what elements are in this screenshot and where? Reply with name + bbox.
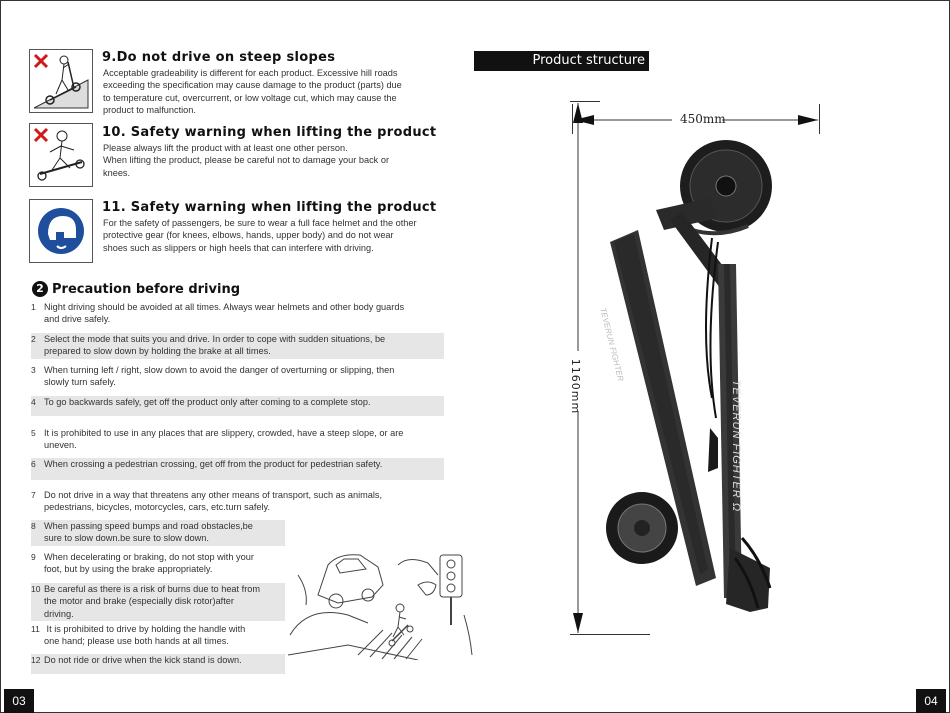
item-line: To go backwards safely, get off the product only after coming to a complete stop. <box>44 397 371 407</box>
item-number: 8 <box>31 521 36 531</box>
precaution-item-4 <box>31 396 444 416</box>
deck-brand-name: TEVERUN FIGHTER <box>598 306 626 383</box>
item-number: 11 <box>31 624 40 634</box>
item-line: prepared to slow down by holding the brake at all times. <box>44 346 271 357</box>
precaution-item-7 <box>31 489 446 514</box>
section-10-title: 10. Safety warning when lifting the product <box>102 125 437 140</box>
body-line: shoes such as slippers or high heels that can interfere with driving. <box>103 242 374 253</box>
stem-brand-text <box>730 380 742 512</box>
item-number: 1 <box>31 302 36 312</box>
precaution-number-badge: 2 <box>32 281 48 297</box>
body-line: knees. <box>103 167 131 178</box>
item-number: 12 <box>31 655 41 665</box>
item-line: the motor and brake (especially disk rotor)after <box>44 596 234 607</box>
product-structure-title: Product structure <box>474 51 649 71</box>
precaution-heading <box>32 281 240 297</box>
item-line: When decelerating or braking, do not stop with your <box>44 552 254 562</box>
body-line: Please always lift the product with at least one other person. <box>103 143 348 153</box>
body-line: to temperature cut, overcurrent, or low voltage cut, which may cause the <box>103 92 397 103</box>
stem-brand-name: TEVERUN FIGHTER <box>730 379 743 499</box>
item-line: pedestrians, bicycles, motorcycles, cars, etc.turn safely. <box>44 502 271 513</box>
item-line: and drive safely. <box>44 314 111 325</box>
folded-scooter-illustration <box>600 138 780 618</box>
section-11-title: 11. Safety warning when lifting the product <box>102 200 437 215</box>
item-number: 9 <box>31 552 36 562</box>
precaution-item-3 <box>31 364 446 389</box>
item-line: Be careful as there is a risk of burns due to heat from <box>44 584 261 594</box>
item-line: When passing speed bumps and road obstacles,be <box>44 521 253 531</box>
height-dimension-label: 1160mm <box>569 358 583 415</box>
item-number: 10 <box>31 584 41 594</box>
item-line: sure to slow down.be sure to slow down. <box>44 533 209 544</box>
body-line: exceeding the specification may cause damage to the product (parts) due <box>103 80 402 91</box>
item-line: Do not drive in a way that threatens any other means of transport, such as animals, <box>44 490 383 500</box>
section-9-title: 9.Do not drive on steep slopes <box>102 50 336 65</box>
body-line: product to malfunction. <box>103 105 196 116</box>
body-line: When lifting the product, please be careful not to damage your back or <box>103 155 390 166</box>
body-line: protective gear (for knees, elbows, hands, upper body) and do not wear <box>103 230 394 241</box>
precaution-item-8 <box>31 520 285 546</box>
crosswalk-illustration <box>288 545 473 660</box>
item-number: 2 <box>31 334 36 344</box>
item-line: It is prohibited to drive by holding the handle with <box>44 624 246 634</box>
item-line: foot, but by using the brake appropriately. <box>44 564 213 575</box>
section-10-body <box>103 142 448 179</box>
helmet-required-icon <box>29 199 93 263</box>
item-line: slowly turn safely. <box>44 377 116 388</box>
item-number: 6 <box>31 459 36 469</box>
section-11-body <box>103 217 448 254</box>
item-line: one hand; please use both hands at all times. <box>44 636 229 647</box>
precaution-item-11 <box>31 623 285 648</box>
precaution-item-5 <box>31 427 446 452</box>
page-number-left: 03 <box>4 689 34 713</box>
item-line: Night driving should be avoided at all times. Always wear helmets and other body guards <box>44 302 405 312</box>
body-line: Acceptable gradeability is different for each product. Excessive hill roads <box>103 68 398 78</box>
lifting-warning-icon <box>29 123 93 187</box>
item-number: 3 <box>31 365 36 375</box>
precaution-item-12 <box>31 654 285 674</box>
item-line: When turning left / right, slow down to avoid the danger of overturning or slipping, then <box>44 365 395 375</box>
section-9-body <box>103 67 448 117</box>
precaution-item-1 <box>31 301 446 326</box>
item-line: Do not ride or drive when the kick stand is down. <box>44 655 242 665</box>
item-line: uneven. <box>44 440 77 451</box>
item-number: 7 <box>31 490 36 500</box>
item-line: driving. <box>44 608 74 619</box>
precaution-item-6 <box>31 458 444 480</box>
precaution-title: Precaution before driving <box>52 281 240 297</box>
page-number-right: 04 <box>916 689 946 713</box>
item-number: 5 <box>31 428 36 438</box>
item-line: Select the mode that suits you and drive. In order to cope with sudden situations, be <box>44 334 386 344</box>
width-dimension-label: 450mm <box>680 112 726 126</box>
steep-slope-warning-icon <box>29 49 93 113</box>
precaution-item-2 <box>31 333 444 359</box>
item-line: It is prohibited to use in any places that are slippery, crowded, have a steep slope, or are <box>44 428 404 438</box>
precaution-item-9 <box>31 551 285 576</box>
brand-mark: Ω <box>730 502 743 513</box>
precaution-item-10 <box>31 583 285 621</box>
item-line: When crossing a pedestrian crossing, get off from the product for pedestrian safety. <box>44 459 383 469</box>
item-number: 4 <box>31 397 36 407</box>
body-line: For the safety of passengers, be sure to wear a full face helmet and the other <box>103 218 417 228</box>
